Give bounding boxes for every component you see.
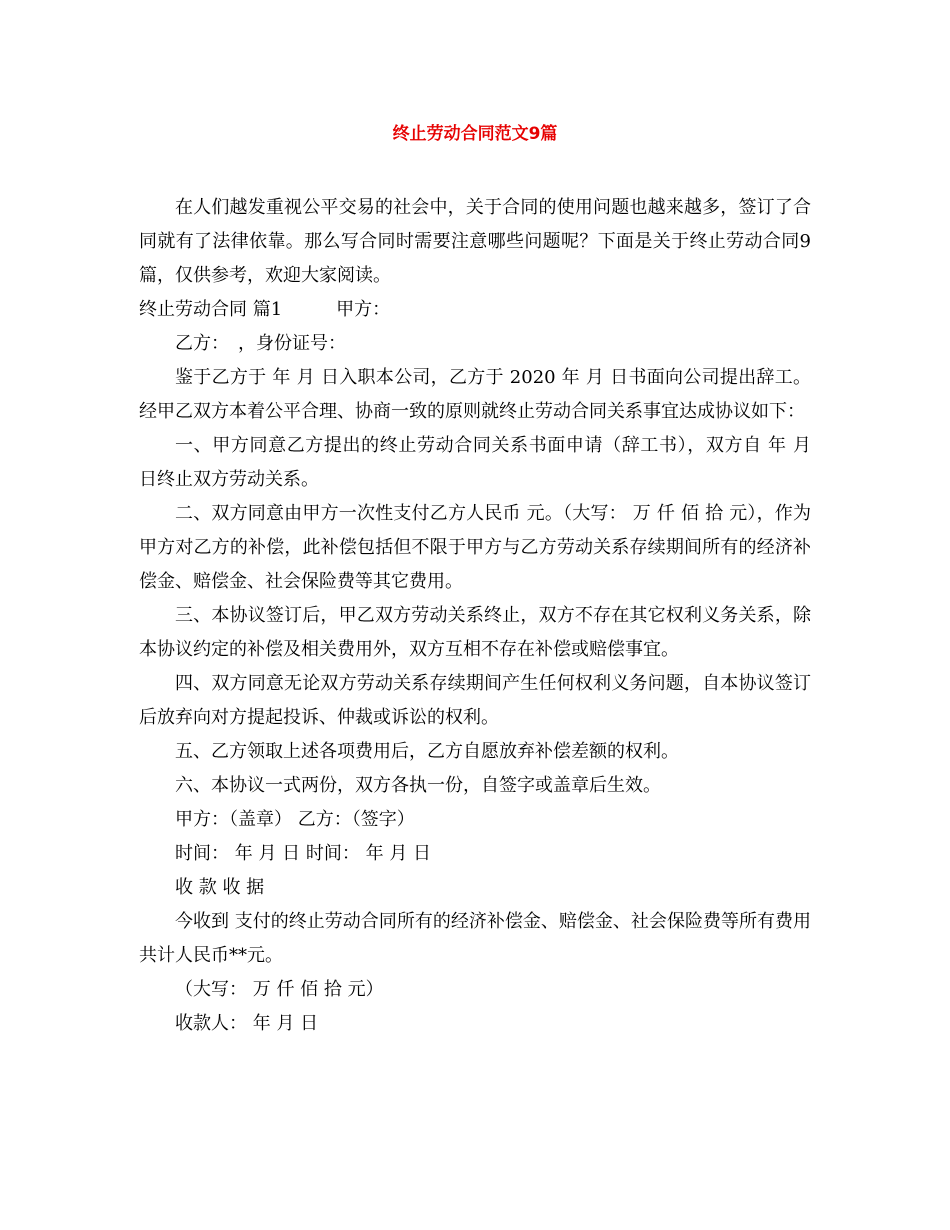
paragraph-receiver: 收款人： 年 月 日 xyxy=(175,1013,319,1034)
paragraph-clause-4: 四、双方同意无论双方劳动关系存续期间产生任何权利义务问题，自本协议签订后放弃向对方提起投诉、仲裁或诉讼的权利。 xyxy=(139,673,811,728)
paragraph-clause-3: 三、本协议签订后，甲乙双方劳动关系终止，双方不存在其它权利义务关系，除本协议约定的补偿及相关费用外，双方互相不存在补偿或赔偿事宜。 xyxy=(139,605,811,660)
document-title: 终止劳动合同范文9篇 xyxy=(392,124,558,144)
paragraph-party-b: 乙方： ，身份证号： xyxy=(175,333,346,354)
paragraph-receipt-body: 今收到 支付的终止劳动合同所有的经济补偿金、赔偿金、社会保险费等所有费用共计人民币**元。 xyxy=(139,911,811,966)
document-body xyxy=(139,191,811,1041)
paragraph-clause-1: 一、甲方同意乙方提出的终止劳动合同关系书面申请（辞工书），双方自 年 月 日终止双方劳动关系。 xyxy=(139,435,811,490)
paragraph-receipt-amount: （大写： 万 仟 佰 拾 元） xyxy=(175,979,384,1000)
paragraph-receipt-heading: 收 款 收 据 xyxy=(175,877,265,898)
paragraph-clause-2: 二、双方同意由甲方一次性支付乙方人民币 元。（大写： 万 仟 佰 拾 元），作为甲方对乙方的补偿，此补偿包括但不限于甲方与乙方劳动关系存续期间所有的经济补偿金、赔偿金、社会保险费等其它费用。 xyxy=(139,503,811,592)
paragraph-section-heading: 终止劳动合同 篇1 甲方： xyxy=(139,299,391,320)
paragraph-clause-6: 六、本协议一式两份，双方各执一份，自签字或盖章后生效。 xyxy=(175,775,661,796)
paragraph-dates: 时间： 年 月 日 时间： 年 月 日 xyxy=(175,843,432,864)
paragraph-signatures: 甲方：（盖章） 乙方：（签字） xyxy=(175,809,415,830)
paragraph-clause-5: 五、乙方领取上述各项费用后，乙方自愿放弃补偿差额的权利。 xyxy=(175,741,679,762)
paragraph-intro: 在人们越发重视公平交易的社会中，关于合同的使用问题也越来越多，签订了合同就有了法律依靠。那么写合同时需要注意哪些问题呢？下面是关于终止劳动合同9篇，仅供参考，欢迎大家阅读。 xyxy=(139,197,811,286)
paragraph-preamble: 鉴于乙方于 年 月 日入职本公司，乙方于 2020 年 月 日书面向公司提出辞工。经甲乙双方本着公平合理、协商一致的原则就终止劳动合同关系事宜达成协议如下： xyxy=(139,367,811,422)
